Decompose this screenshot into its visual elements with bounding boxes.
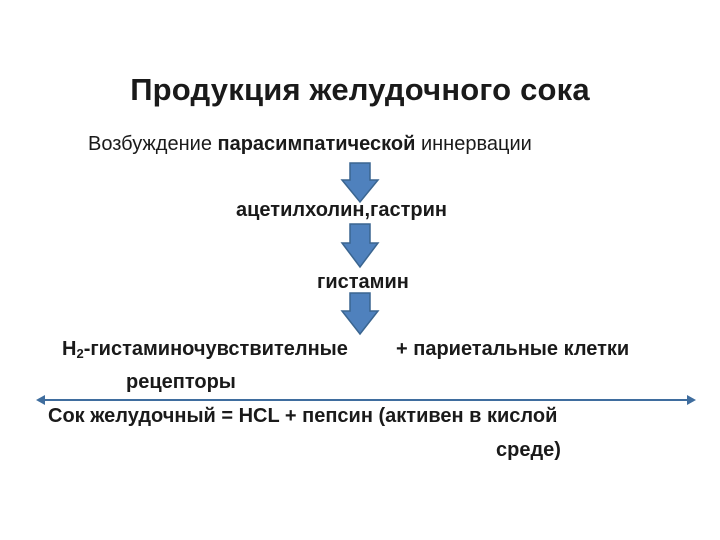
- subscript-2: 2: [76, 346, 84, 361]
- down-arrow-icon: [340, 223, 380, 269]
- gastric-juice-formula-cont: среде): [496, 439, 561, 461]
- excitation-line: [88, 133, 532, 156]
- acetylcholine-gastrin-label: ацетилхолин,гастрин: [236, 199, 448, 221]
- slide-title: Продукция желудочного сока: [130, 72, 590, 107]
- down-arrow-icon: [340, 162, 380, 204]
- excitation-prefix: Возбуждение: [88, 133, 218, 155]
- h2-receptors-label: [62, 338, 348, 361]
- excitation-suffix: иннервации: [415, 133, 532, 155]
- receptors-word: рецепторы: [126, 371, 236, 393]
- h-letter: H: [62, 338, 77, 360]
- parietal-cells-label: + париетальные клетки: [396, 338, 630, 360]
- parasympathetic-term: парасимпатической: [217, 133, 416, 155]
- histamine-label: гистамин: [317, 271, 409, 293]
- gastric-juice-formula: Сок желудочный = HCL + пепсин (активен в кислой: [48, 405, 558, 427]
- down-arrow-icon: [340, 292, 380, 336]
- receptors-text: -гистаминочувствителные: [83, 338, 348, 360]
